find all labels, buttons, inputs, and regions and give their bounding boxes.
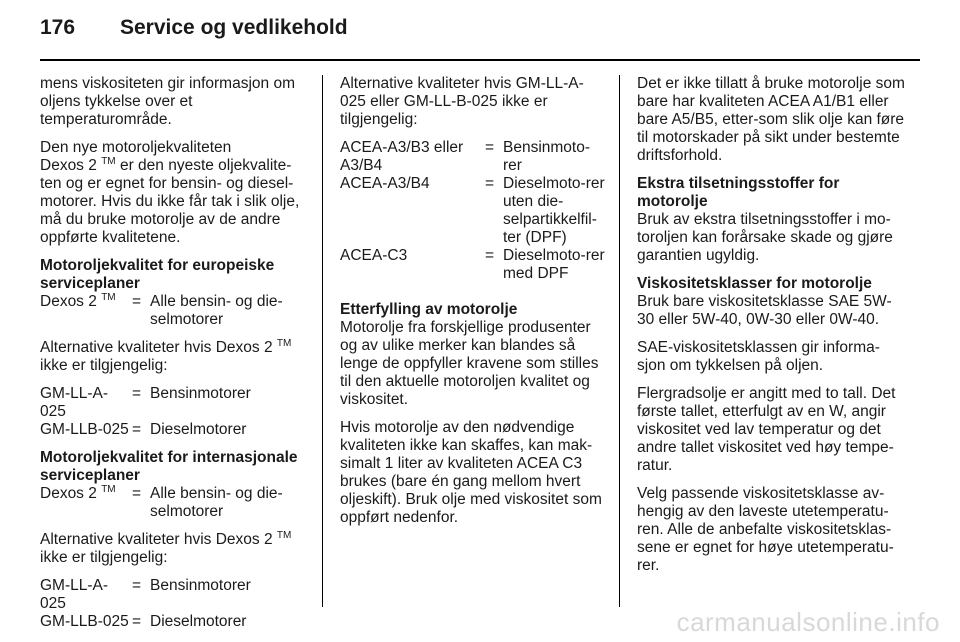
heading-viscosity-classes: Viskositetsklasser for motorolje	[637, 275, 872, 292]
table-european-dexos	[40, 293, 308, 329]
table-acea	[340, 139, 605, 283]
table-international-dexos	[40, 485, 308, 521]
heading-international-plans: Motoroljekvalitet for internasjonale serviceplaner	[40, 449, 298, 484]
page-title: Service og vedlikehold	[120, 16, 348, 39]
paragraph-refill-acea-c3: Hvis motorolje av den nødvendige kvaliteten ikke kan skaffes, kan mak-simalt 1 liter av kvaliteten ACEA C3 brukes (bare én gang mellom hvert oljeskift). Bruk olje med viskositet som oppført nedenfor.	[340, 419, 602, 526]
column-1	[40, 75, 308, 641]
paragraph-sae-info: SAE-viskositetsklassen gir informa-sjon om tykkelsen på oljen.	[637, 339, 880, 374]
column-divider-2	[619, 75, 620, 607]
table-row: GM-LL-A-025 = Bensinmotorer	[40, 577, 251, 612]
column-2	[340, 75, 605, 537]
table-row: Dexos 2 ™ = Alle bensin- og die-selmotorer	[40, 483, 283, 520]
heading-european-plans: Motoroljekvalitet for europeiske serviceplaner	[40, 257, 275, 292]
paragraph-gm-alternatives: Alternative kvaliteter hvis GM-LL-A-025 eller GM-LL-B-025 ikke er tilgjengelig:	[340, 75, 584, 128]
table-row: ACEA-C3 = Dieselmoto-rer med DPF	[340, 247, 605, 282]
heading-refilling: Etterfylling av motorolje	[340, 301, 518, 318]
paragraph-dexos-new: Den nye motoroljekvaliteten Dexos 2 ™ er den nyeste oljekvalite-ten og er egnet for bensin- og diesel-motorer. Hvis du ikke får tak i slik olje, må du bruke motorolje av de andre oppførte kvalitetene.	[40, 139, 300, 246]
paragraph-additives: Bruk av ekstra tilsetningsstoffer i mo-toroljen kan forårsake skade og gjøre garantien ugyldig.	[637, 211, 893, 264]
column-3	[637, 75, 905, 585]
paragraph-multigrade: Flergradsolje er angitt med to tall. Det første tallet, etterfulgt av en W, angir viskositet ved lav temperatur og det andre tallet viskositet ved høy tempe-ratur.	[637, 385, 896, 474]
paragraph-refill-mixing: Motorolje fra forskjellige produsenter og av ulike merker kan blandes så lenge de oppfyller kravene som stilles til den aktuelle motoroljen kvalitet og viskositet.	[340, 319, 599, 408]
table-row: ACEA-A3/B3 eller A3/B4 = Bensinmoto-rer	[340, 139, 591, 174]
table-international-alternatives	[40, 577, 308, 631]
watermark-text: carmanualsonline.info	[676, 607, 940, 637]
column-divider-1	[322, 75, 323, 607]
table-row: ACEA-A3/B4 = Dieselmoto-rer uten die-selpartikkelfil-ter (DPF)	[340, 175, 605, 246]
heading-additives: Ekstra tilsetningsstoffer for motorolje	[637, 175, 840, 210]
paragraph-alternatives-2: Alternative kvaliteter hvis Dexos 2 ™ ikke er tilgjengelig:	[40, 529, 292, 566]
paragraph-choose-viscosity: Velg passende viskositetsklasse av-hengig av den laveste utetemperatu-ren. Alle de anbefalte viskositetsklas-sene er egnet for høye utetemperatu-rer.	[637, 485, 894, 574]
paragraph-alternatives-1: Alternative kvaliteter hvis Dexos 2 ™ ikke er tilgjengelig:	[40, 337, 292, 374]
paragraph-viscosity-use: Bruk bare viskositetsklasse SAE 5W-30 eller 5W-40, 0W-30 eller 0W-40.	[637, 293, 892, 328]
table-row: GM-LLB-025 = Dieselmotorer	[40, 613, 247, 630]
table-european-alternatives	[40, 385, 308, 439]
page-header	[40, 16, 348, 50]
table-row: Dexos 2 ™ = Alle bensin- og die-selmotorer	[40, 291, 283, 328]
paragraph-not-allowed: Det er ikke tillatt å bruke motorolje som bare har kvaliteten ACEA A1/B1 eller bare A5/B5, etter-som slik olje kan føre til motorskader på sikt under bestemte driftsforhold.	[637, 75, 905, 164]
table-row: GM-LL-A-025 = Bensinmotorer	[40, 385, 251, 420]
header-rule	[40, 59, 920, 61]
table-row: GM-LLB-025 = Dieselmotorer	[40, 421, 247, 438]
page-number: 176	[40, 16, 76, 39]
paragraph-viscosity-intro: mens viskositeten gir informasjon om oljens tykkelse over et temperaturområde.	[40, 75, 295, 128]
trademark-mark: TM	[101, 155, 116, 167]
